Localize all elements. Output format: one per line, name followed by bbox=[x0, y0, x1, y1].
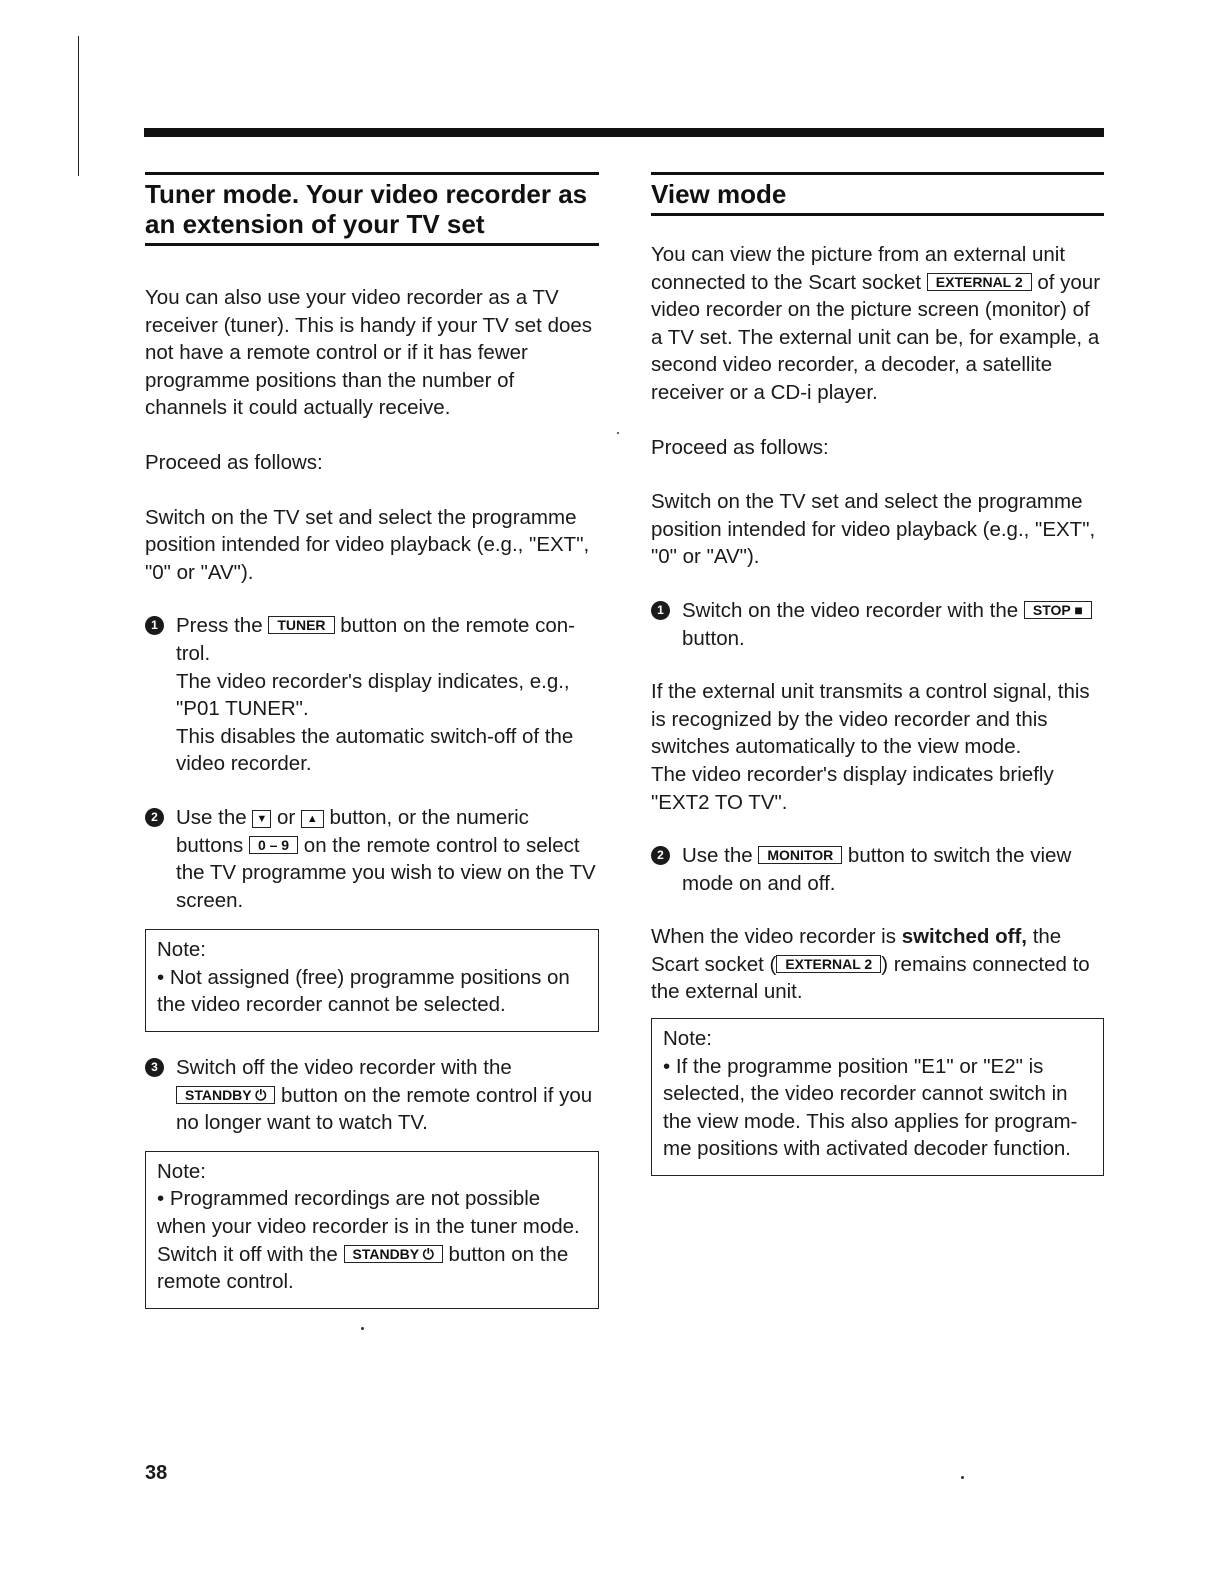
page-number: 38 bbox=[145, 1462, 168, 1484]
left-step-1-display: The video recorder's display indicates, e.g., "P01 TUNER". bbox=[176, 669, 570, 721]
step-2-badge: 2 bbox=[651, 846, 670, 865]
step-text: button. bbox=[682, 626, 745, 650]
step-1-badge: 1 bbox=[145, 616, 164, 635]
up-key: ▲ bbox=[301, 810, 324, 828]
right-title-block bbox=[651, 172, 1104, 216]
left-note-2 bbox=[145, 1151, 599, 1309]
left-step-3-instruction bbox=[176, 1054, 599, 1137]
monitor-key: MONITOR bbox=[758, 846, 842, 864]
digit-keys: 0 – 9 bbox=[249, 836, 298, 854]
right-title: View mode bbox=[651, 179, 787, 209]
step-text: button on the remote control if you no longer want to watch TV. bbox=[176, 1083, 593, 1135]
left-title: Tuner mode. Your video recorder as an extension of your TV set bbox=[145, 179, 588, 239]
step-text: or bbox=[276, 805, 296, 829]
right-switched-off bbox=[651, 923, 1104, 1006]
left-step-3 bbox=[145, 1054, 599, 1137]
step-text: button on the remote con-trol. bbox=[176, 614, 576, 665]
step-1-badge: 1 bbox=[651, 601, 670, 620]
left-step-1 bbox=[145, 612, 599, 778]
speck bbox=[361, 1327, 364, 1330]
right-step-2 bbox=[651, 842, 1104, 897]
right-proceed: Proceed as follows: bbox=[651, 435, 829, 459]
note-heading: Note: bbox=[157, 1159, 206, 1183]
top-rule bbox=[144, 128, 1104, 137]
left-step-2-instruction bbox=[176, 804, 599, 914]
right-display-briefly: The video recorder's display indicates briefly "EXT2 TO TV". bbox=[651, 762, 1054, 814]
left-title-block bbox=[145, 172, 599, 246]
right-intro bbox=[651, 241, 1104, 407]
left-proceed: Proceed as follows: bbox=[145, 450, 323, 474]
down-key: ▼ bbox=[252, 810, 271, 828]
step-text: Use the bbox=[682, 844, 753, 868]
left-note-1 bbox=[145, 929, 599, 1032]
step-text: on the remote control to select the TV programme you wish to view on the TV screen. bbox=[176, 833, 596, 912]
left-intro: You can also use your video recorder as a TV receiver (tuner). This is handy if your TV set does not have a remote control or if it has fewer programme positions than the number of channels it could actually receive. bbox=[145, 286, 593, 420]
switched-off-text: the Scart socket ( bbox=[651, 925, 1062, 976]
switched-off-text: When the video recorder is bbox=[651, 925, 896, 949]
intro-text: of your video recorder on the picture screen (monitor) of a TV set. The external unit can be, for example, a second video recorder, a decoder, a satellite receiver or a CD-i player. bbox=[651, 270, 1101, 404]
left-column bbox=[145, 172, 599, 1309]
right-step-1 bbox=[651, 597, 1104, 652]
right-step-2-instruction bbox=[682, 842, 1104, 897]
right-control-signal: If the external unit transmits a control signal, this is recognized by the video recorder and this switches automatically to the view mode. bbox=[651, 680, 1090, 759]
switched-off-text: ) remains connected to the external unit. bbox=[651, 952, 1090, 1004]
standby-key: STANDBY ⏻ bbox=[344, 1245, 443, 1263]
note-text-part: button on the remote control. bbox=[157, 1242, 569, 1294]
note-text: • Not assigned (free) programme positions on the video recorder cannot be selected. bbox=[157, 965, 570, 1017]
external-2-key: EXTERNAL 2 bbox=[927, 273, 1032, 291]
step-3-badge: 3 bbox=[145, 1058, 164, 1077]
step-text: Switch off the video recorder with the bbox=[176, 1056, 512, 1080]
note-heading: Note: bbox=[663, 1027, 712, 1051]
right-step-1-instruction bbox=[682, 597, 1104, 652]
step-2-badge: 2 bbox=[145, 808, 164, 827]
note-text-part: • Programmed recordings are not possible when your video recorder is in the tuner mode. Switch it off with the bbox=[157, 1187, 580, 1266]
binding-mark bbox=[78, 36, 79, 176]
external-2-key: EXTERNAL 2 bbox=[776, 955, 881, 973]
standby-key: STANDBY ⏻ bbox=[176, 1086, 275, 1104]
step-text: button to switch the view mode on and off. bbox=[682, 844, 1072, 895]
left-step-1-instruction bbox=[176, 612, 599, 667]
note-text bbox=[157, 1185, 588, 1295]
stop-key: STOP ■ bbox=[1024, 601, 1092, 619]
step-text: Switch on the video recorder with the bbox=[682, 598, 1019, 622]
right-column bbox=[651, 172, 1104, 1176]
right-note bbox=[651, 1018, 1104, 1176]
note-heading: Note: bbox=[157, 938, 206, 962]
tuner-key: TUNER bbox=[268, 616, 334, 634]
switched-off-bold: switched off, bbox=[901, 925, 1027, 949]
note-text: • If the programme position "E1" or "E2" is selected, the video recorder cannot switch in the view mode. This also applies for program-me positions with activated decoder function. bbox=[663, 1054, 1078, 1161]
step-text: Use the bbox=[176, 805, 247, 829]
step-text: Press the bbox=[176, 614, 263, 638]
right-switch-on: Switch on the TV set and select the programme position intended for video playback (e.g., "EXT", "0" or "AV"). bbox=[651, 490, 1096, 569]
left-switch-on: Switch on the TV set and select the programme position intended for video playback (e.g., "EXT", "0" or "AV"). bbox=[145, 505, 590, 584]
left-step-2 bbox=[145, 804, 599, 914]
intro-text: You can view the picture from an external unit connected to the Scart socket bbox=[651, 243, 1066, 294]
left-step-1-disables: This disables the automatic switch-off of the video recorder. bbox=[176, 724, 574, 776]
step-text: button, or the numeric buttons bbox=[176, 805, 529, 857]
speck bbox=[961, 1476, 964, 1479]
speck bbox=[617, 432, 619, 434]
